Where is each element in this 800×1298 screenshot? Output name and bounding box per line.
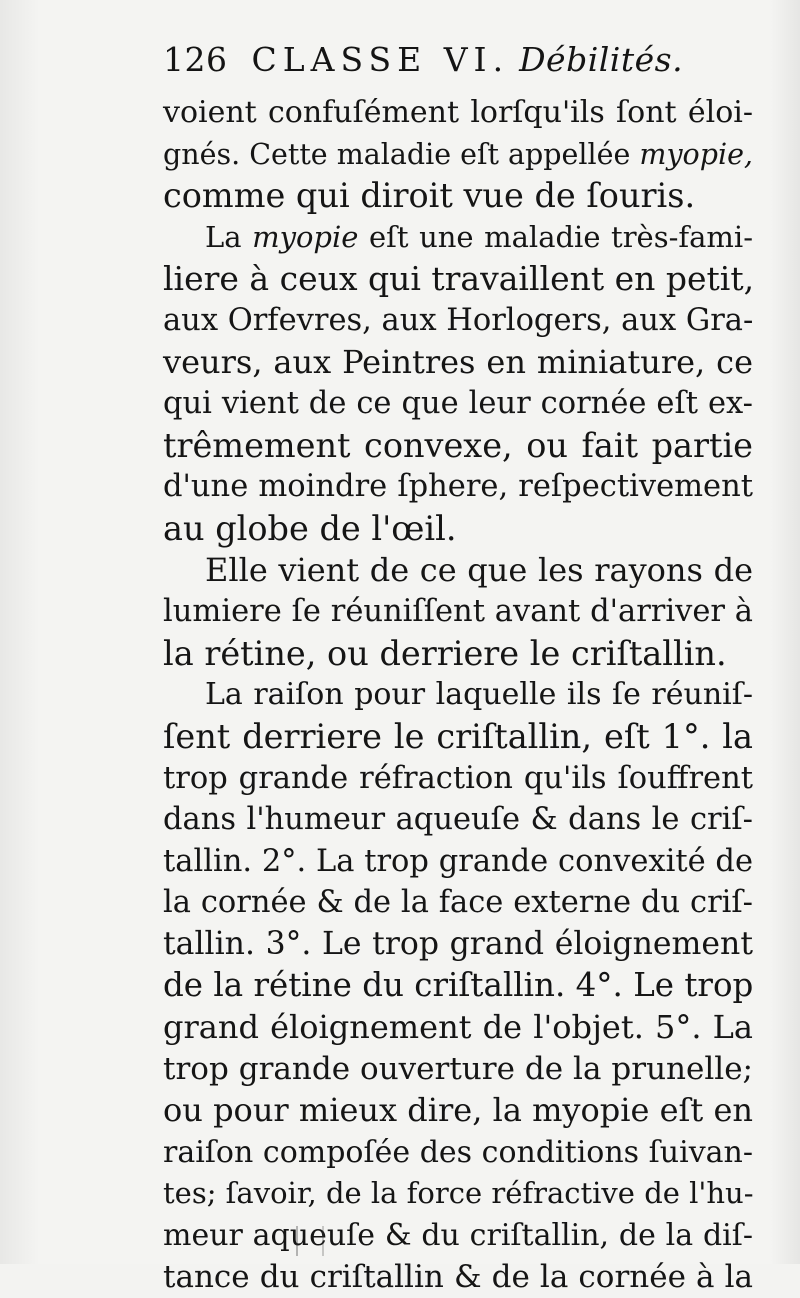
- text-line: au globe de l'œil.: [163, 508, 457, 548]
- text-line: trop grande réfraction qu'ils ſouffrent: [163, 760, 753, 796]
- text-line: dans l'humeur aqueuſe & dans le criſ-: [163, 802, 753, 838]
- text-line: tallin. 3°. Le trop grand éloignement: [163, 925, 753, 962]
- text-span: gnés. Cette maladie eſt appellée: [163, 137, 640, 171]
- text-line: trop grande ouverture de la prunelle;: [163, 1050, 753, 1087]
- running-head: [163, 40, 763, 79]
- class-title: CLASSE VI.: [251, 40, 510, 79]
- text-span: La: [205, 219, 253, 254]
- text-line: la rétine, ou derriere le criſtallin.: [163, 633, 727, 673]
- italic-term: myopie: [252, 219, 359, 254]
- text-line: voient confuſément lorſqu'ils ſont éloi-: [163, 95, 753, 130]
- text-line: qui vient de ce que leur cornée eſt ex-: [163, 386, 753, 422]
- text-line: de la rétine du criſtallin. 4°. Le trop: [163, 966, 754, 1005]
- text-line: Elle vient de ce que les rayons de: [205, 550, 753, 589]
- text-line: aux Orfevres, aux Horlogers, aux Gra-: [163, 302, 754, 338]
- text-line: liere à ceux qui travaillent en petit,: [163, 259, 755, 299]
- text-line: tance du criſtallin & de la cornée à la: [163, 1258, 753, 1295]
- text-line: La raiſon pour laquelle ils ſe réuniſ-: [205, 677, 753, 713]
- text-line: comme qui diroit vue de ſouris.: [163, 176, 696, 216]
- body-text: [163, 92, 753, 1298]
- italic-term: myopie,: [639, 137, 753, 171]
- text-line: la cornée & de la face externe du criſ-: [163, 885, 753, 921]
- text-line: lumiere ſe réuniſſent avant d'arriver à: [163, 594, 753, 630]
- text-line: tallin. 2°. La trop grande convexité de: [163, 843, 753, 879]
- text-line: grand éloignement de l'objet. 5°. La: [163, 1008, 753, 1047]
- text-line: ou pour mieux dire, la myopie eſt en: [163, 1091, 753, 1130]
- text-line: [163, 217, 753, 259]
- text-line: raiſon compoſée des conditions ſuivan-: [163, 1134, 753, 1170]
- page-number: 126: [163, 40, 228, 79]
- text-line: tes; ſavoir, de la force réfractive de l'hu-: [163, 1176, 754, 1211]
- text-line: d'une moindre ſphere, reſpectivement: [163, 469, 753, 505]
- section-title: Débilités.: [519, 40, 684, 79]
- text-span: eſt une maladie très-fami-: [358, 219, 753, 254]
- binding-mark: [296, 1226, 324, 1256]
- text-line: meur aqueuſe & du criſtallin, de la diſ-: [163, 1218, 753, 1254]
- text-line: ſent derriere le criſtallin, eſt 1°. la: [163, 716, 753, 756]
- text-line: veurs, aux Peintres en miniature, ce: [163, 342, 753, 381]
- text-line: trêmement convexe, ou fait partie: [163, 425, 753, 465]
- text-line: [163, 134, 753, 176]
